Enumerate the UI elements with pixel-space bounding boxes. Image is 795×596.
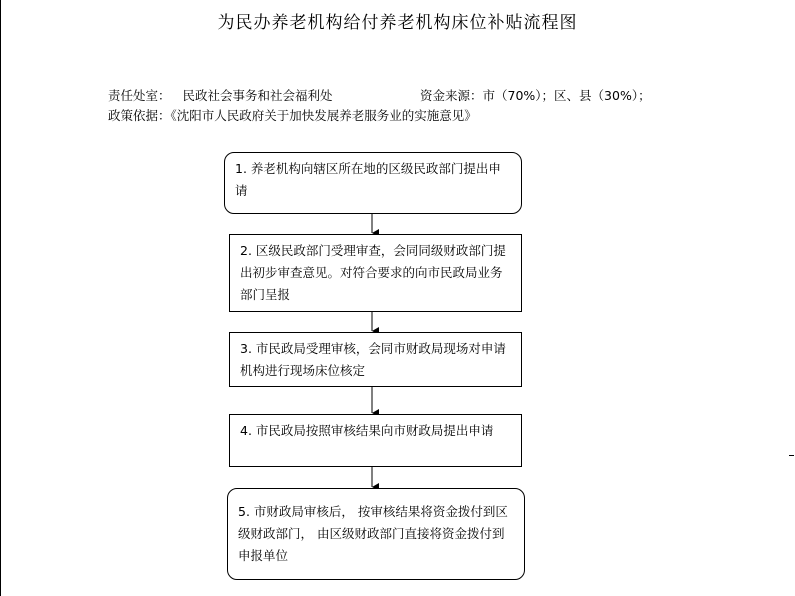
policy-basis-value: 《沈阳市人民政府关于加快发展养老服务业的实施意见》 (170, 108, 477, 123)
flow-step-2 (229, 234, 522, 312)
flow-step-1-text: 1. 养老机构向辖区所在地的区级民政部门提出申请 (235, 161, 501, 198)
responsible-office-value: 民政社会事务和社会福利处 (182, 88, 333, 103)
flow-step-4 (229, 414, 522, 467)
flow-step-1 (224, 152, 522, 214)
edge-mark (789, 455, 794, 456)
policy-basis-label: 政策依据： (108, 108, 171, 123)
responsible-office-label: 责任处室： (108, 88, 171, 103)
flow-step-5 (227, 488, 525, 580)
flow-step-3 (229, 332, 522, 387)
flow-step-3-text: 3. 市民政局受理审核，会同市财政局现场对申请机构进行现场床位核定 (240, 341, 506, 378)
flow-step-4-text: 4. 市民政局按照审核结果向市财政局提出申请 (240, 423, 494, 438)
flow-step-2-text: 2. 区级民政部门受理审查，会同同级财政部门提出初步审查意见。对符合要求的向市民政局业务部门呈报 (240, 243, 506, 302)
flow-step-5-text: 5. 市财政局审核后， 按审核结果将资金拨付到区级财政部门， 由区级财政部门直接将资金拨付到申报单位 (238, 504, 508, 563)
page-title: 为民办养老机构给付养老机构床位补贴流程图 (217, 13, 578, 33)
funding-source-value: 市（70%）；区、县（30%）； (482, 88, 651, 103)
funding-source-label: 资金来源： (420, 88, 483, 103)
